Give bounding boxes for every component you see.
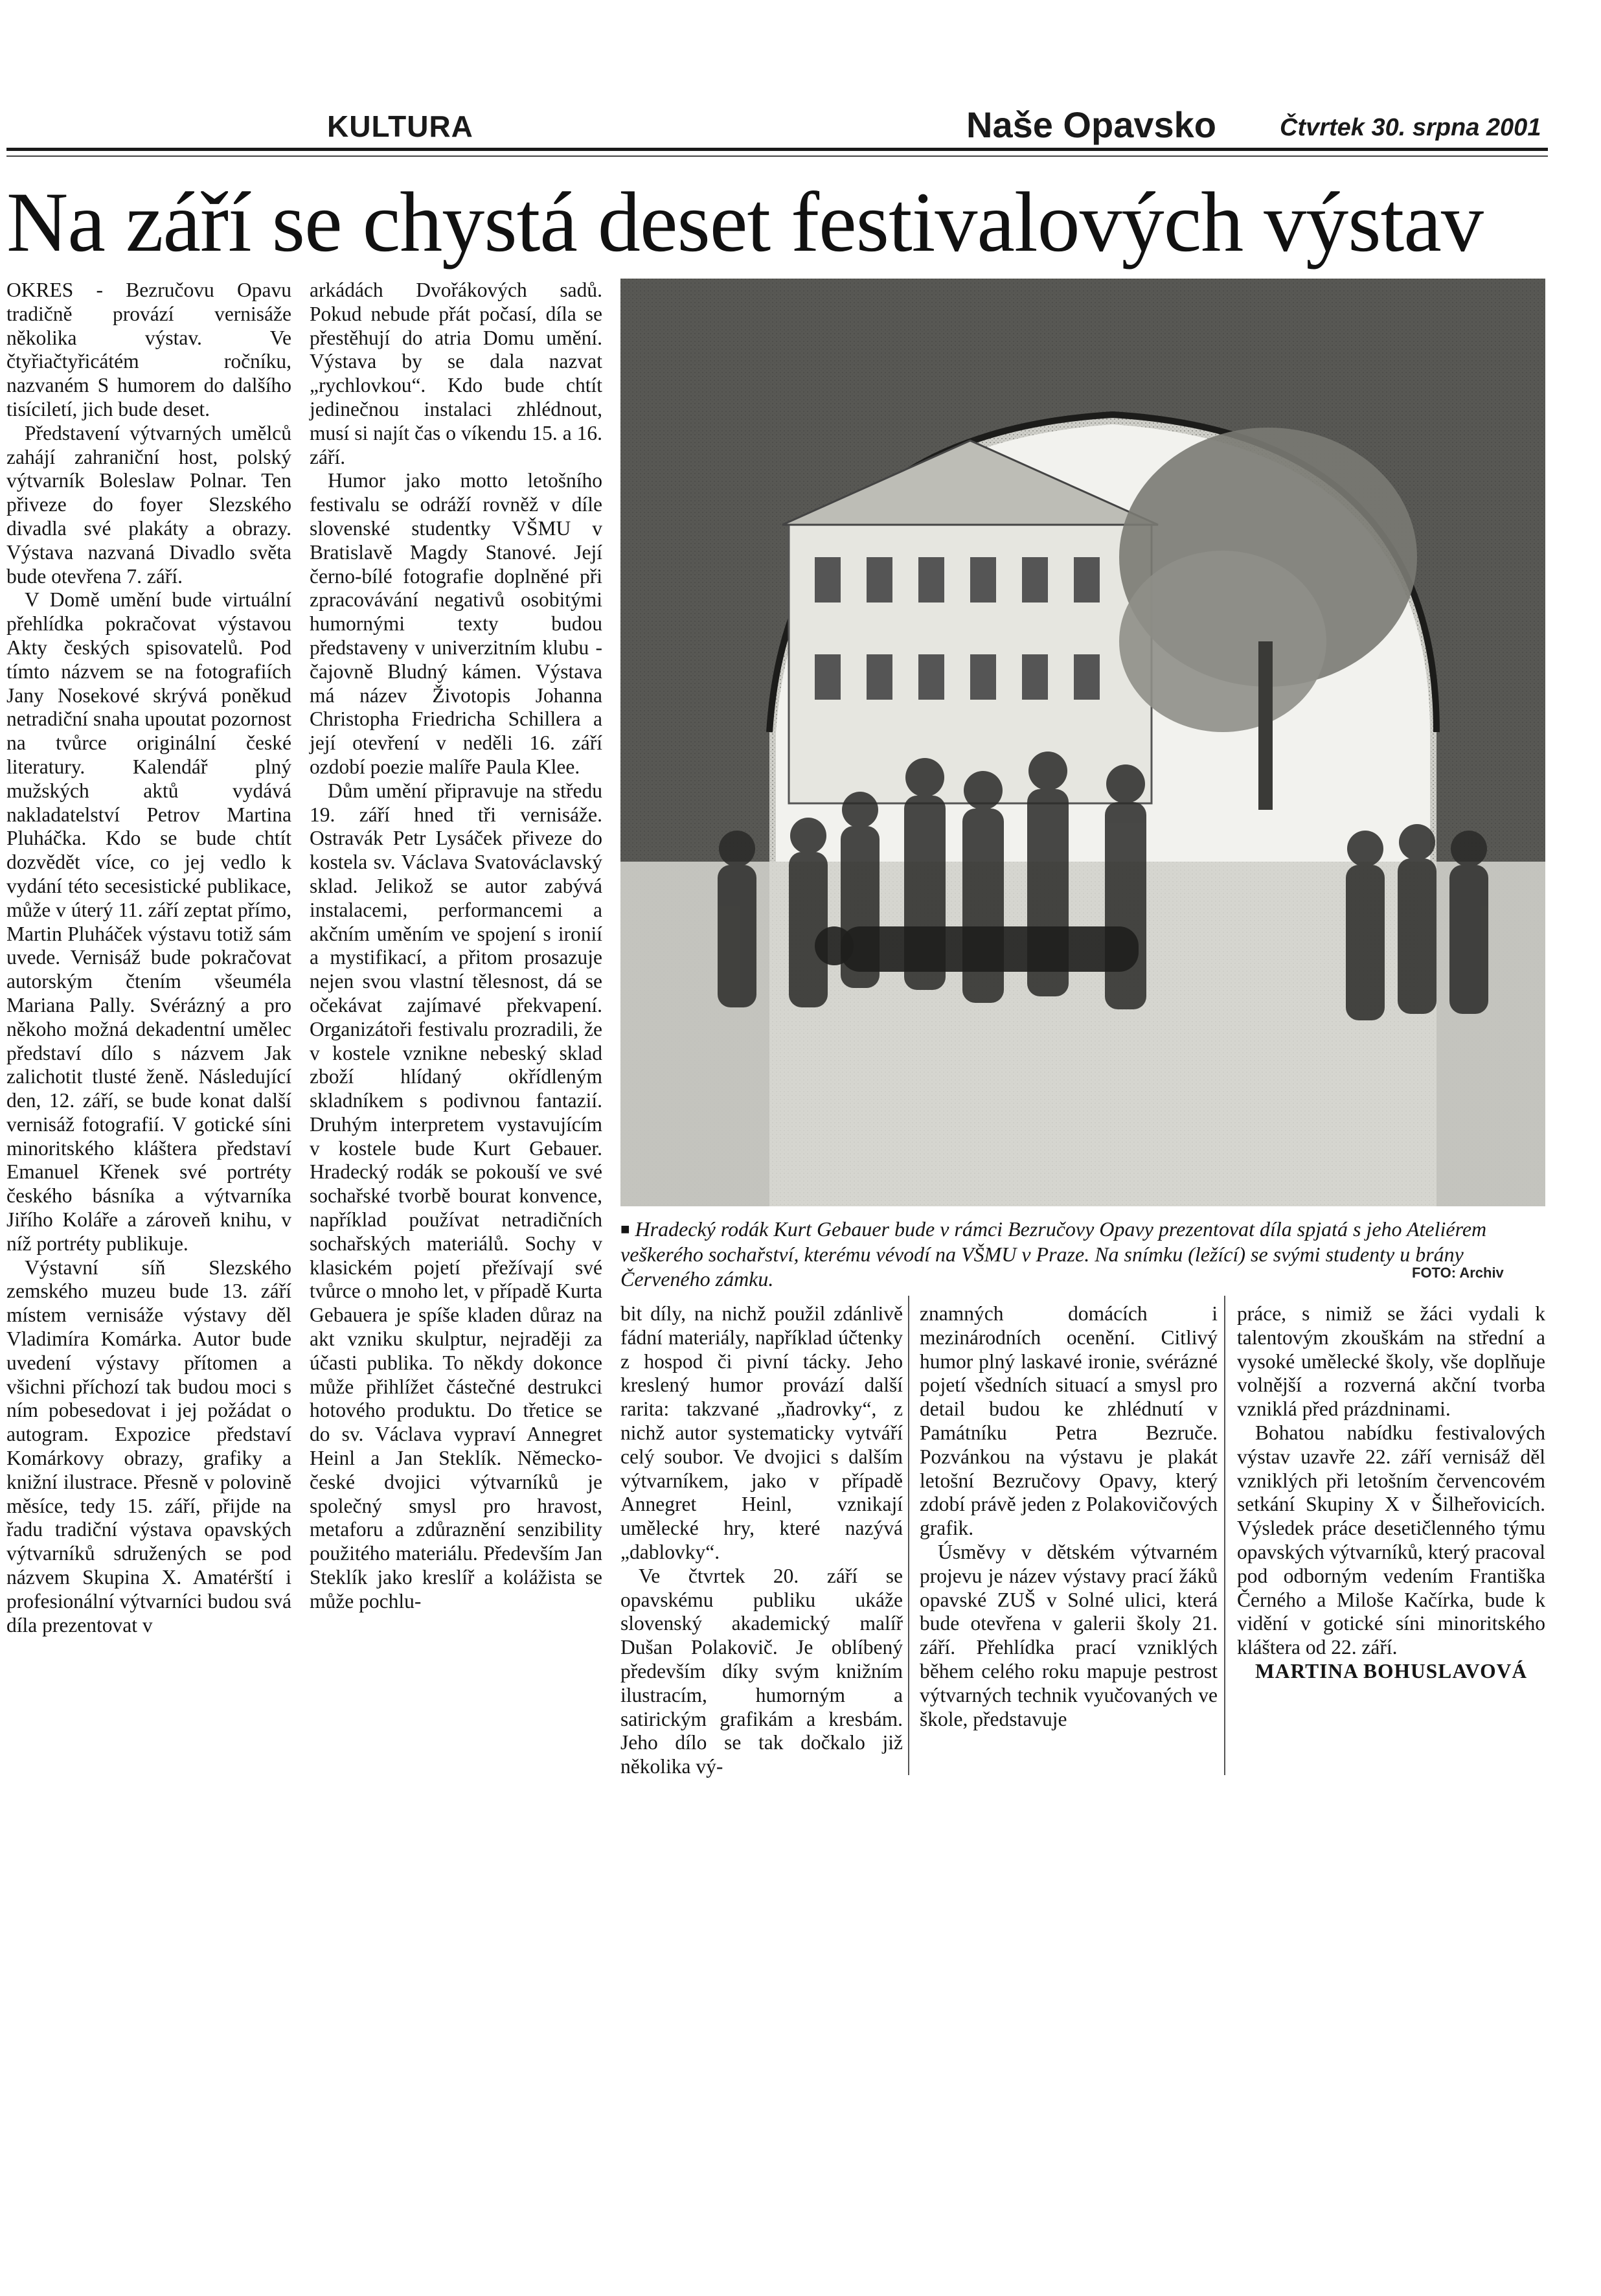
- paragraph: Výstavní síň Slezského zemského muzeu bude 13. září místem vernisáže výstavy děl Vladimíra Komárka. Autor bude uvedení výstavy přítomen a všichni příchozí tak budou moci s ním pobesedovat i jej požádat o autogram. Expozice představí Komárkovy obrazy, grafiky a knižní ilustrace. Přesně v polovině měsíce, tedy 15. září, přijde na řadu tradiční výstava opavských výtvarníků sdružených se pod názvem Skupina X. Amatérští i profesionální výtvarníci budou svá díla prezentovat v: [6, 1256, 291, 1636]
- caption-text: Hradecký rodák Kurt Gebauer bude v rámci Bezručovy Opavy prezentovat díla spjatá s jeho Ateliérem veškerého sochařství, kterému vévodí na VŠMU v Praze. Na snímku (ležící) se svými studenty u brány Červeného zámku.: [620, 1217, 1487, 1291]
- paragraph: Úsměvy v dětském výtvarném projevu je název výstavy prací žáků opavské ZUŠ v Solné ulici, která bude otevřena v galerii školy 21. září. Přehlídka prací vzniklých během celého roku mapuje pestrost výtvarných technik vyučovaných ve škole, představuje: [920, 1540, 1218, 1730]
- column-divider: [908, 1296, 909, 1775]
- author-signature: MARTINA BOHUSLAVOVÁ: [1255, 1659, 1528, 1682]
- paragraph: OKRES - Bezručovu Opavu tradičně provází vernisáže několika výstav. Ve čtyřiačtyřicátém ročníku, nazvaném S humorem do dalšího tisíciletí, jich bude deset.: [6, 279, 291, 420]
- header-rule: [6, 148, 1548, 151]
- photo-caption: [620, 1217, 1545, 1291]
- caption-square-icon: ■: [620, 1221, 630, 1238]
- paragraph: V Domě umění bude virtuální přehlídka pokračovat výstavou Akty českých spisovatelů. Pod tímto názvem se na fotografiích Jany Nosekové skrývá poněkud netradiční snaha upoutat pozornost na tvůrce originální české literatury. Kalendář plný mužských aktů vydává nakladatelství Petrov Martina Pluháčka. Kdo se bude chtít dozvědět více, co jej vedlo k vydání této secesistické publikace, může v úterý 11. září zeptat přímo, Martin Pluháček výstavu totiž sám uvede. Vernisáž bude pokračovat autorským čtením všeuméla Mariana Pally. Svérázný a pro někoho možná dekadentní umělec představí dílo s názvem Jak zalichotit tlusté ženě. Následující den, 12. září, se bude konat další vernisáž fotografií. V gotické síni minoritského kláštera představí Emanuel Křenek své portréty českého básníka a výtvarníka Jiřího Koláře a zároveň knihu, v níž portréty publikuje.: [6, 588, 292, 1255]
- header-rule-thin: [6, 155, 1548, 157]
- article-column-1: [6, 279, 291, 1637]
- article-column-2: [310, 279, 602, 1614]
- article-headline: Na září se chystá deset festivalových výstav: [6, 174, 1483, 270]
- paragraph: práce, s nimiž se žáci vydali k talentovým zkouškám na střední a vysoké umělecké školy, vše doplňuje volnější a rozverná akční tvorba vzniklá před prázdninami.: [1237, 1302, 1545, 1421]
- section-label: KULTURA: [327, 109, 473, 143]
- paragraph: Humor jako motto letošního festivalu se odráží rovněž v díle slovenské studentky VŠMU v Bratislavě Magdy Stanové. Její černo-bílé fotografie doplněné při zpracovávání negativů osobitými humornými texty budou představeny v univerzitním klubu - čajovně Bludný kámen. Výstava má název Životopis Johanna Christopha Friedricha Schillera a její otevření v neděli 16. září ozdobí poezie malíře Paula Klee.: [310, 469, 602, 778]
- column-divider: [1224, 1296, 1225, 1775]
- paragraph: Bohatou nabídku festivalových výstav uzavře 22. září vernisáž děl vzniklých při letošním červencovém setkání Skupiny X v Šilheřovicích. Výsledek práce desetičlenného týmu opavských výtvarníků, který pracoval pod odborným vedením Františka Černého a Miloše Kačírka, bude k vidění v gotické síni minoritského kláštera od 22. září.: [1237, 1421, 1545, 1659]
- article-column-5: [1237, 1302, 1545, 1684]
- paragraph: Představení výtvarných umělců zahájí zahraniční host, polský výtvarník Boleslaw Polnar. Ten přiveze do foyer Slezského divadla své plakáty a obrazy. Výstava nazvaná Divadlo světa bude otevřena 7. září.: [6, 421, 291, 588]
- article-column-3: [620, 1302, 903, 1779]
- article-photo: [620, 279, 1545, 1206]
- paragraph: znamných domácích i mezinárodních ocenění. Citlivý humor plný laskavé ironie, svérázné pojetí všedních situací a smysl pro detail budou ke zhlédnutí v Památníku Petra Bezruče. Pozvánkou na výstavu je plakát letošní Bezručovy Opavy, který zdobí právě jeden z Polakovičových grafik.: [920, 1302, 1218, 1540]
- paragraph: Dům umění připravuje na středu 19. září hned tři vernisáže. Ostravák Petr Lysáček přiveze do kostela sv. Václava Svatováclavský sklad. Jelikož se autor zabývá instalacemi, performancemi a akčním uměním ve spojení s ironií a mystifikací, a přitom prosazuje nejen svou vlastní tělesnost, dá se očekávat zajímavé překvapení. Organizátoři festivalu prozradili, že v kostele vznikne nebeský sklad zboží hlídaný okřídleným skladníkem s podivnou fantazií. Druhým interpretem vystavujícím v kostele bude Kurt Gebauer. Hradecký rodák se pokouší ve své sochařské tvorbě bourat konvence, například používat netradičních sochařských materiálů. Sochy v klasickém pojetí přežívají své tvůrce o mnoho let, v případě Kurta Gebauera je spíše kladen důraz na akt vzniku skulptur, nejraději za účasti publika. To někdy dokonce může přihlížet částečné destrukci hotového produktu. Do třetice se do sv. Václava vypraví Annegret Heinl a Jan Steklík. Německo-české dvojici výtvarníků je společný smysl pro hravost, metaforu a zdůraznění senzibility použitého materiálu. Především Jan Steklík jako kreslíř a kolážista se může pochlu-: [310, 779, 602, 1613]
- paragraph: bit díly, na nichž použil zdánlivě fádní materiály, například účtenky z hospod či pivní tácky. Jeho kreslený humor provází další rarita: takzvané „ňadrovky“, z nichž autor systematicky vytváří celý soubor. Ve dvojici s dalším výtvarníkem, jako v případě Annegret Heinl, vznikají umělecké hry, které nazývá „dablovky“.: [620, 1302, 903, 1563]
- paragraph: arkádách Dvořákových sadů. Pokud nebude přát počasí, díla se přestěhují do atria Domu umění. Výstava by se dala nazvat „rychlovkou“. Kdo bude chtít jedinečnou instalaci zhlédnout, musí si najít čas o víkendu 15. a 16. září.: [310, 279, 602, 468]
- photo-credit: FOTO: Archiv: [1412, 1265, 1504, 1281]
- paragraph: Ve čtvrtek 20. září se opavskému publiku ukáže slovenský akademický malíř Dušan Polakovič. Je oblíbený především díky svým knižním ilustracím, humorným a satirickým grafikám a kresbám. Jeho dílo se tak dočkalo již několika vý-: [620, 1564, 903, 1778]
- photo-illustration: [620, 279, 1545, 1206]
- article-column-4: [920, 1302, 1218, 1731]
- issue-date: Čtvrtek 30. srpna 2001: [1280, 114, 1541, 141]
- newspaper-name: Naše Opavsko: [966, 104, 1216, 145]
